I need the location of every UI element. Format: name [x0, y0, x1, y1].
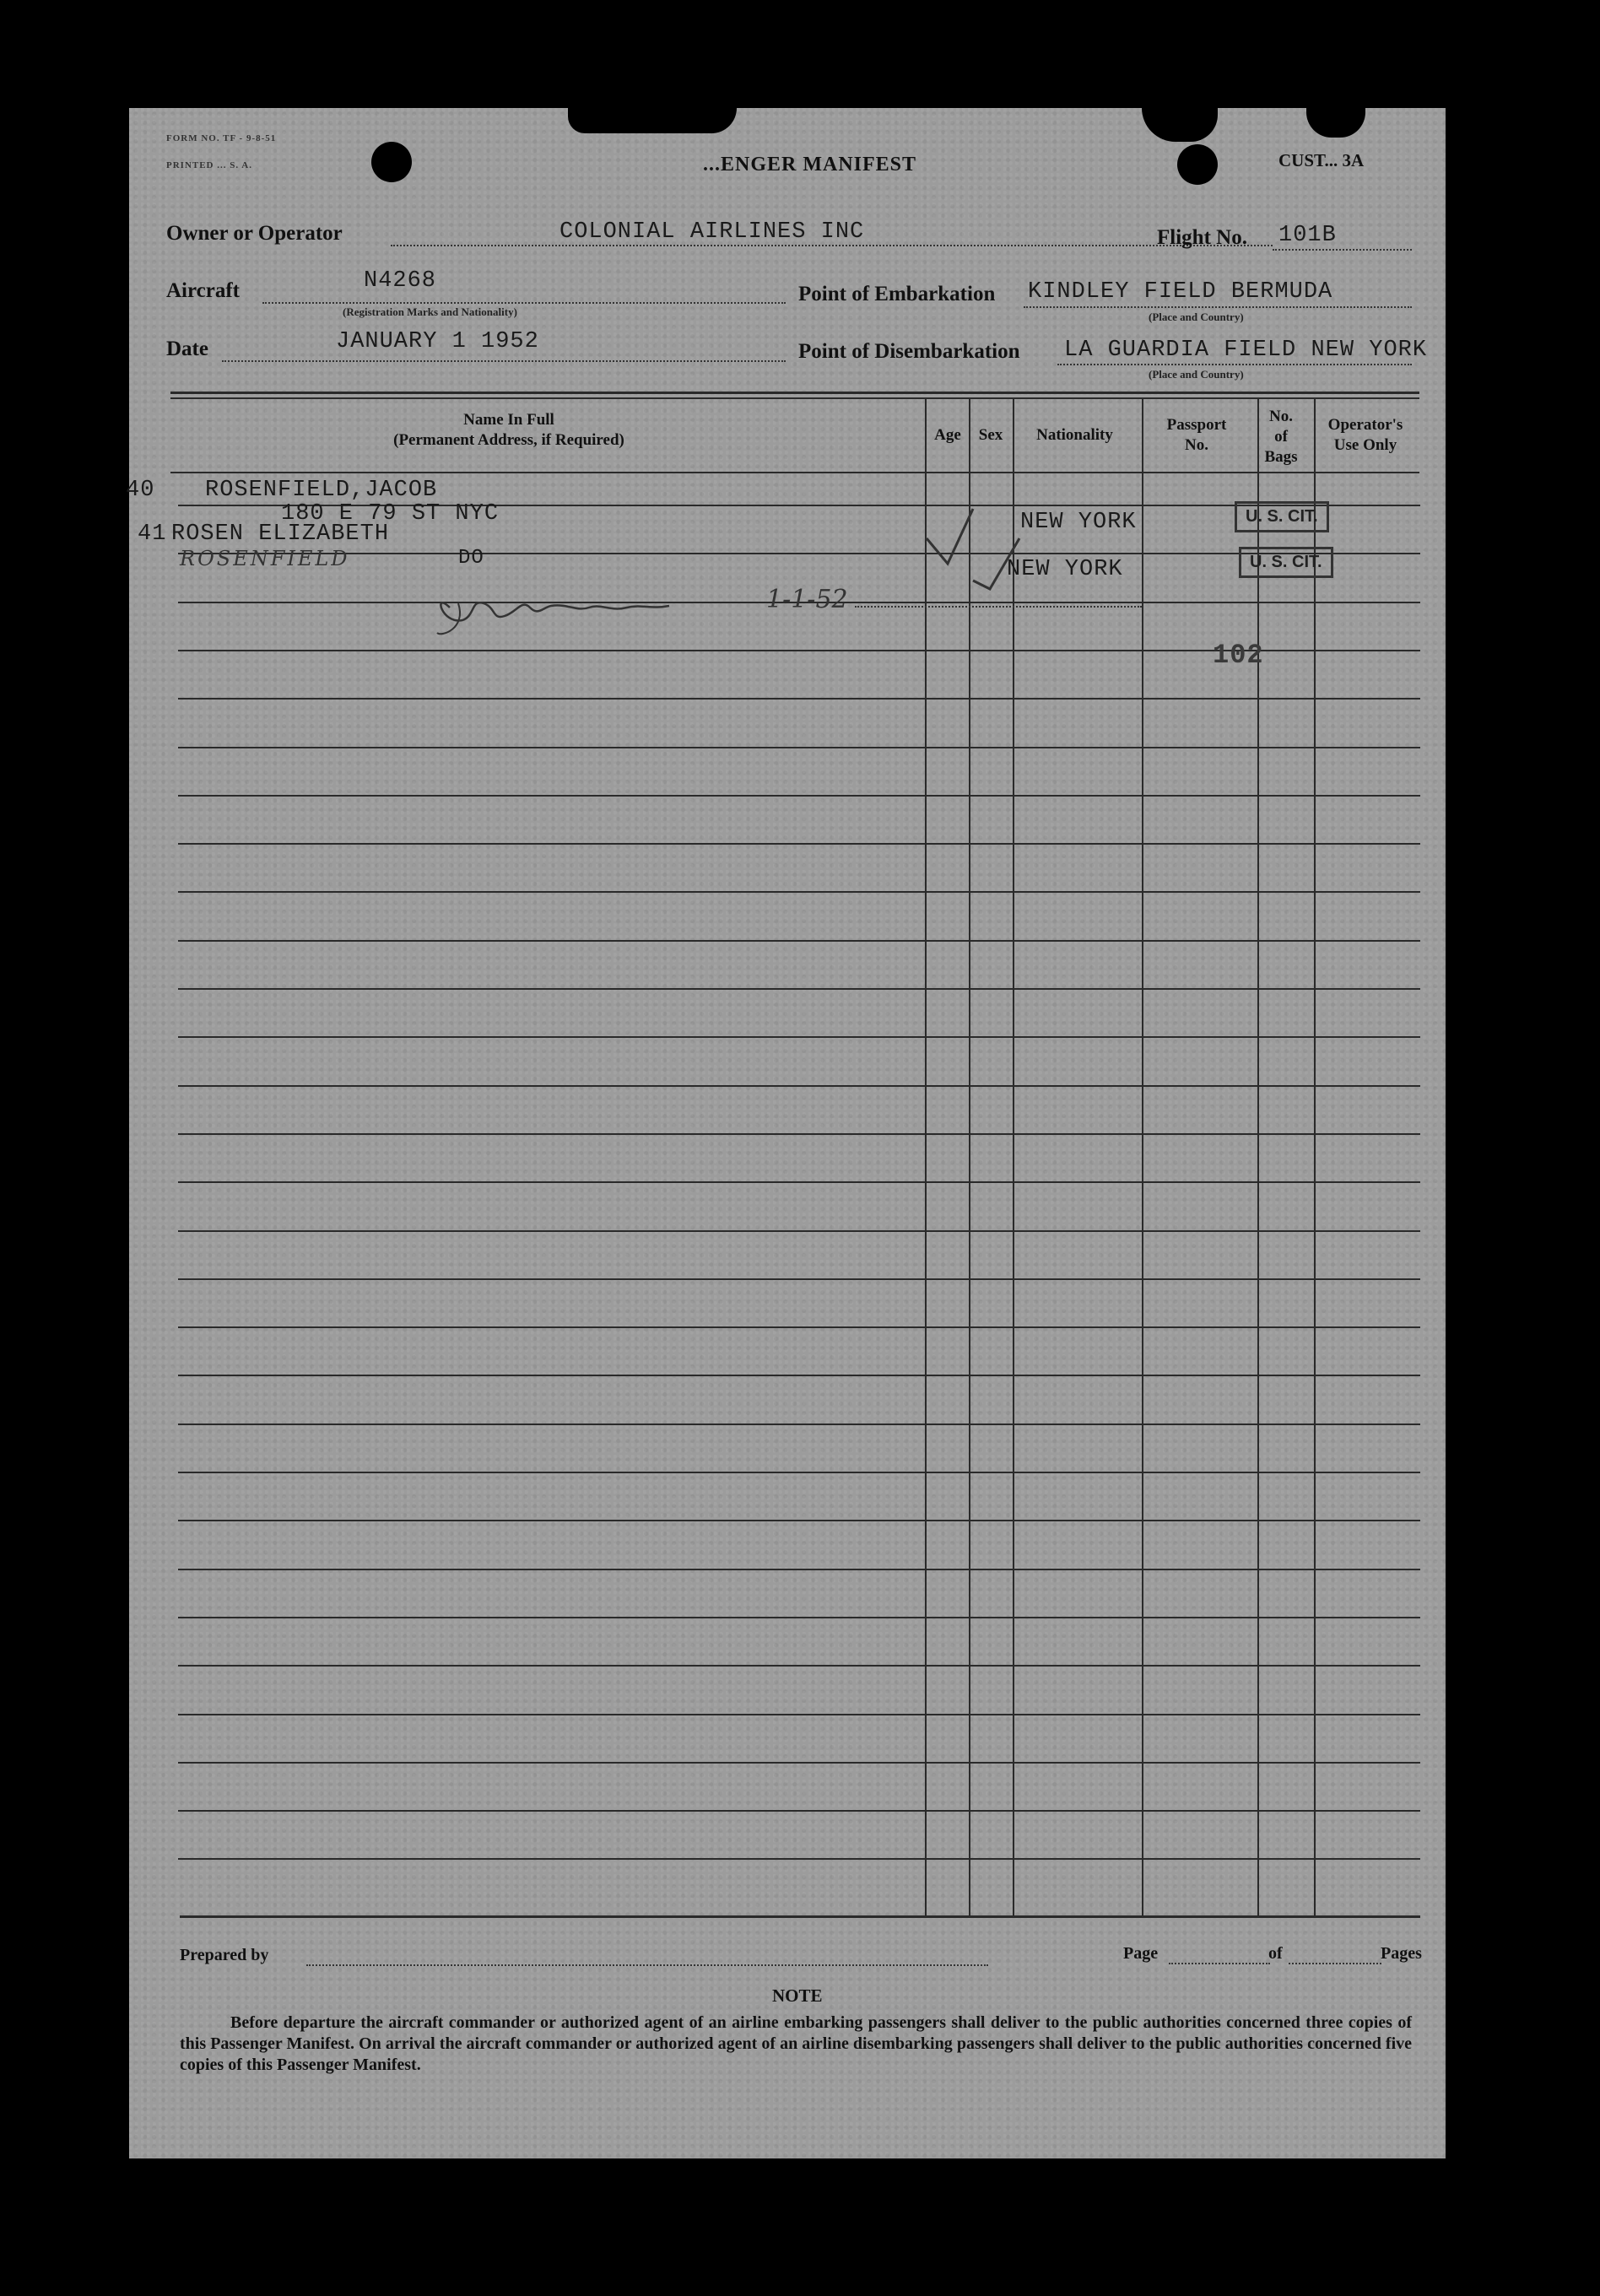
column-header-operator: Operator's Use Only [1327, 416, 1403, 454]
citizenship-stamp: U. S. CIT. [1235, 501, 1329, 532]
column-header-age: Age [934, 426, 961, 444]
column-header-passport: Passport No. [1166, 416, 1227, 454]
passenger-nationality: NEW YORK [1007, 557, 1123, 582]
aircraft-label: Aircraft [166, 279, 240, 302]
page-label: Page [1123, 1944, 1159, 1963]
ruled-line [178, 1810, 1420, 1812]
ruled-line [178, 1133, 1420, 1135]
column-divider [1142, 397, 1143, 1916]
prepared-by-label: Prepared by [180, 1946, 269, 1964]
check-mark-icon [922, 505, 1024, 597]
handwritten-date: 1-1-52 [766, 585, 848, 614]
ruled-line [178, 1762, 1420, 1764]
aircraft-caption: (Registration Marks and Nationality) [343, 305, 517, 318]
note-text: Before departure the aircraft commander or authorized agent of an airline embarking passengers shall deliver to the public authorities concerned three copies of this Passenger Manifest. On arrival the aircraft commander or authorized agent of an airline disembarking passengers shall deliver to the public authorities concerned five copies of this Passenger Manifest. [180, 2013, 1412, 2074]
of-label: of [1268, 1944, 1283, 1963]
printed-mark: PRINTED ... S. A. [166, 160, 252, 170]
ruled-line [178, 1375, 1420, 1376]
pages-label: Pages [1381, 1944, 1422, 1963]
ruled-line [178, 940, 1420, 942]
ruled-line [178, 1230, 1420, 1232]
column-divider [925, 397, 927, 1916]
ruled-line [178, 553, 1420, 554]
passenger-address: DO [458, 547, 484, 570]
passenger-nationality: NEW YORK [1020, 510, 1137, 535]
count-stamp: 102 [1213, 640, 1264, 671]
customs-form-number: CUST... 3A [1278, 150, 1365, 170]
handwritten-signature [424, 574, 695, 641]
ruled-line [178, 1858, 1420, 1860]
ruled-line [178, 1278, 1420, 1280]
torn-edge [568, 108, 737, 133]
citizenship-stamp: U. S. CIT. [1239, 547, 1333, 578]
ruled-line [178, 747, 1420, 748]
ruled-line [178, 795, 1420, 797]
form-title: ...ENGER MANIFEST [703, 154, 917, 176]
column-header-name: Name In Full (Permanent Address, if Required) [393, 411, 624, 449]
ruled-line [178, 698, 1420, 700]
column-divider [1013, 397, 1014, 1916]
column-header-bags: No. of Bags [1264, 408, 1298, 466]
note-title: NOTE [772, 1985, 823, 2006]
column-divider [1314, 397, 1316, 1916]
ruled-line [178, 1665, 1420, 1667]
table-top-border [170, 397, 1419, 399]
manifest-paper [126, 108, 1446, 2158]
ruled-line [178, 843, 1420, 845]
torn-edge [1306, 108, 1365, 138]
ruled-line [178, 1181, 1420, 1183]
table-top-border [170, 392, 1419, 394]
ruled-line [178, 891, 1420, 893]
ruled-line [178, 1326, 1420, 1328]
column-header-sex: Sex [978, 426, 1003, 444]
ruled-line [178, 1520, 1420, 1521]
column-divider [1257, 397, 1259, 1916]
table-header-divider [170, 472, 1419, 473]
table-bottom-border [180, 1915, 1420, 1918]
form-number: FORM NO. TF - 9-8-51 [166, 133, 277, 143]
disembarkation-caption: (Place and Country) [1149, 368, 1244, 381]
passenger-name: ROSEN ELIZABETH [171, 521, 390, 547]
passenger-number: 41 [138, 521, 167, 547]
ruled-line [178, 1424, 1420, 1425]
date-value: JANUARY 1 1952 [336, 329, 539, 354]
column-divider [969, 397, 970, 1916]
punch-hole-right [1177, 144, 1218, 185]
embarkation-caption: (Place and Country) [1149, 311, 1244, 323]
embarkation-label: Point of Embarkation [798, 283, 996, 305]
passenger-number: 40 [126, 478, 155, 503]
owner-value: COLONIAL AIRLINES INC [559, 219, 865, 245]
embarkation-value: KINDLEY FIELD BERMUDA [1028, 279, 1333, 305]
date-label: Date [166, 338, 208, 360]
passenger-address: 180 E 79 ST NYC [281, 501, 500, 527]
punch-hole-left [371, 142, 412, 182]
column-header-nationality: Nationality [1036, 426, 1113, 444]
ruled-line [178, 1617, 1420, 1618]
owner-label: Owner or Operator [166, 222, 343, 245]
ruled-line [178, 1569, 1420, 1570]
disembarkation-value: LA GUARDIA FIELD NEW YORK [1064, 338, 1428, 363]
aircraft-value: N4268 [364, 268, 437, 294]
ruled-line [178, 1036, 1420, 1038]
ruled-line [178, 988, 1420, 990]
ruled-line [178, 1472, 1420, 1473]
handwritten-name-correction: ROSENFIELD [180, 547, 350, 570]
flight-value: 101B [1278, 223, 1337, 248]
torn-edge [1142, 108, 1218, 142]
disembarkation-label: Point of Disembarkation [798, 340, 1020, 363]
ruled-line [178, 1714, 1420, 1715]
flight-label: Flight No. [1157, 226, 1247, 249]
ruled-line [178, 1085, 1420, 1087]
passenger-name: ROSENFIELD,JACOB [205, 478, 438, 503]
